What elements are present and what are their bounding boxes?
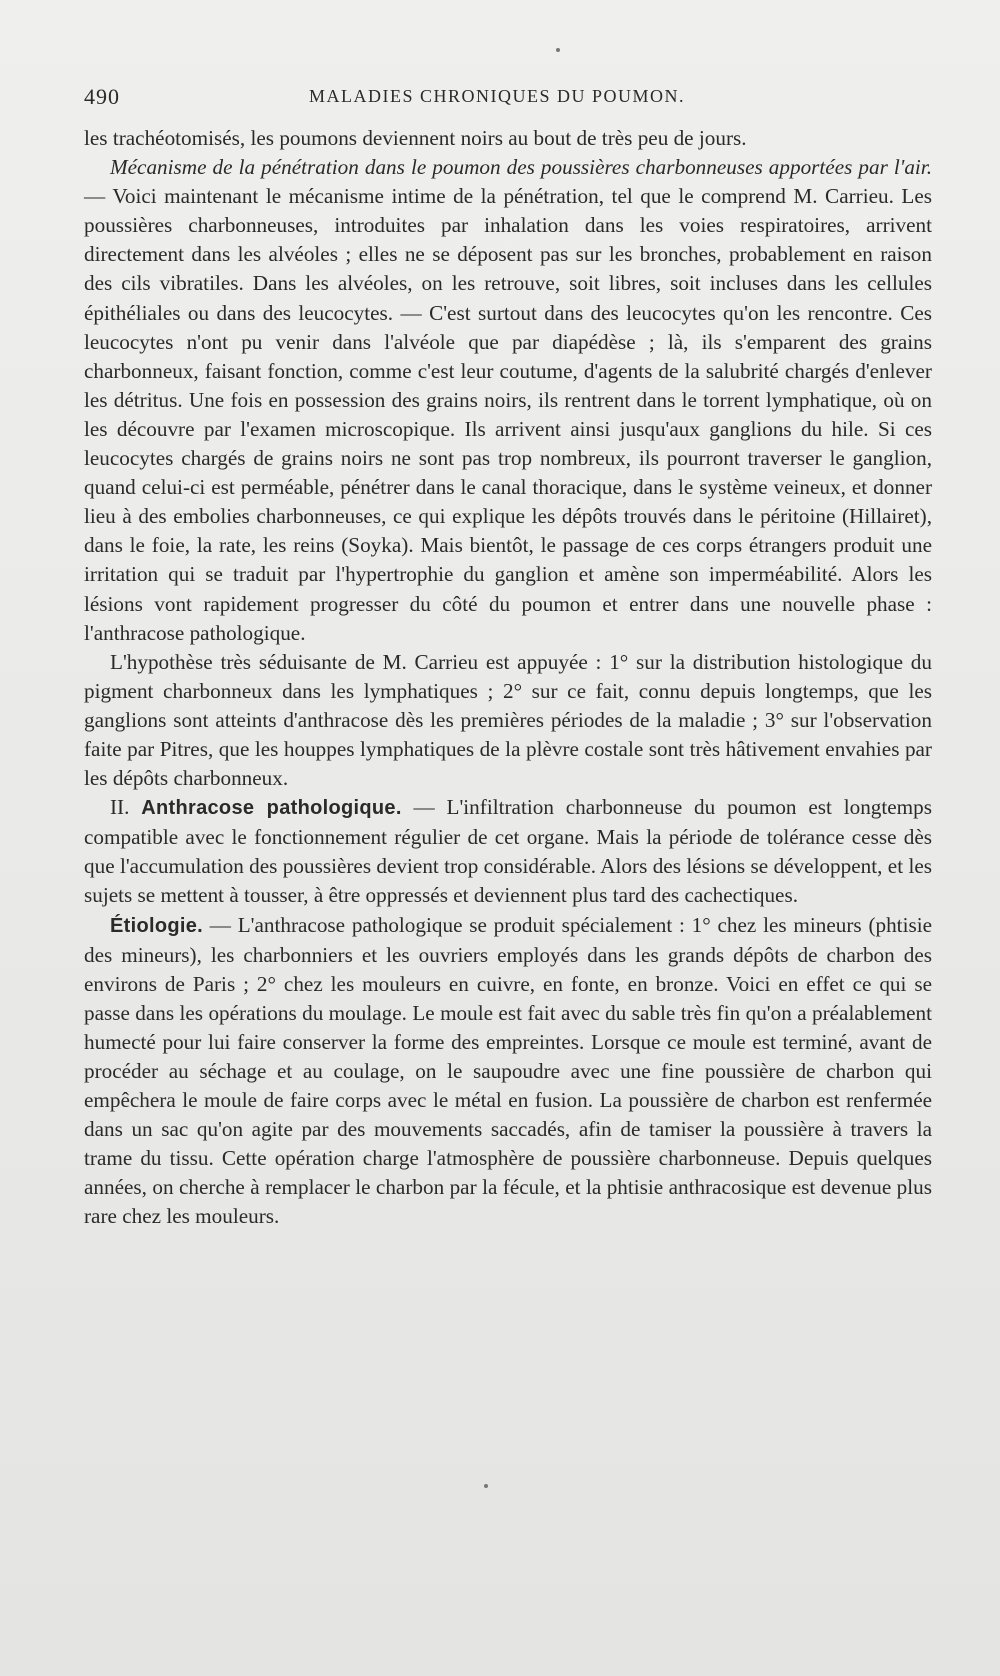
paragraph-continuation: les trachéotomisés, les poumons deviennent noirs au bout de très peu de jours. bbox=[84, 126, 747, 150]
running-head bbox=[84, 84, 930, 114]
paragraph-etiology bbox=[84, 911, 932, 1232]
etiology-text: — L'anthracose pathologique se produit spécialement : 1° chez les mineurs (phtisie des mineurs), les charbonniers et les ouvriers employés dans les grands dépôts de charbon des environs de Paris ; 2° chez les mouleurs en cuivre, en fonte, en bronze. Voici en effet ce qui se passe dans les opérations du moulage. Le moule est fait avec du sable très fin qu'on a préalablement humecté pour lui faire conserver la forme des empreintes. Lorsque ce moule est terminé, avant de procéder au séchage et au coulage, on le saupoudre avec une fine poussière de charbon qui empêchera le moule de faire corps avec le métal en fusion. La poussière de charbon est renfermée dans un sac qu'on agite par des mouvements saccadés, afin de tamiser la poussière à travers la trame du tissu. Cette opération charge l'atmosphère de poussière charbonneuse. Depuis quelques années, on cherche à remplacer le charbon par la fécule, et la phtisie anthracosique est devenue plus rare chez les mouleurs. bbox=[84, 912, 932, 1229]
paragraph-hypothesis: L'hypothèse très séduisante de M. Carrieu est appuyée : 1° sur la distribution histologique du pigment charbonneux dans les lymphatiques ; 2° sur ce fait, connu depuis longtemps, que les ganglions sont atteints d'anthracose dès les premières périodes de la maladie ; 3° sur l'observation faite par Pitres, que les houppes lymphatiques de la plèvre costale sont très hâtivement envahies par les dépôts charbonneux. bbox=[84, 649, 932, 791]
paragraph-pathological bbox=[84, 793, 932, 910]
running-title: MALADIES CHRONIQUES DU POUMON. bbox=[309, 86, 686, 106]
speck-mark bbox=[556, 48, 560, 52]
etiology-heading: Étiologie. bbox=[110, 914, 203, 937]
mechanism-text: — Voici maintenant le mécanisme intime de la pénétration, tel que le comprend M. Carrieu. Les poussières charbonneuses, introduites par inhalation dans les voies respiratoires, arrivent directement dans les alvéoles ; elles ne se déposent pas sur les bronches, probablement en raison des cils vibratiles. Dans les alvéoles, on les retrouve, soit libres, soit incluses dans les cellules épithéliales ou dans des leucocytes. — C'est surtout dans des leucocytes qu'on les rencontre. Ces leucocytes n'ont pu venir dans l'alvéole que par diapédèse ; là, ils s'emparent des grains charbonneux, faisant fonction, comme c'est leur coutume, d'agents de la salubrité chargés d'enlever les détritus. Une fois en possession des grains noirs, ils rentrent dans le torrent lymphatique, où on les découvre par l'examen microscopique. Ils arrivent ainsi jusqu'aux ganglions du hile. Si ces leucocytes chargés de grains noirs ne sont pas trop nombreux, ils pourront traverser le ganglion, quand celui-ci est perméable, pénétrer dans le canal thoracique, dans le système veineux, et donner lieu à des embolies charbonneuses, ce qui explique les dépôts trouvés dans le péritoine (Hillairet), dans le foie, la rate, les reins (Soyka). Mais bientôt, le passage de ces corps étrangers produit une irritation qui se traduit par l'hypertrophie du ganglion et amène son imperméabilité. Alors les lésions vont rapidement progresser du côté du poumon et entrer dans une nouvelle phase : l'anthracose pathologique. bbox=[84, 184, 932, 645]
body-text bbox=[84, 124, 932, 1232]
paragraph-mechanism bbox=[84, 153, 932, 648]
page-number: 490 bbox=[84, 84, 120, 109]
section-number: II. bbox=[110, 795, 130, 820]
pathological-heading: Anthracose pathologique. bbox=[141, 797, 402, 820]
speck-mark bbox=[484, 1484, 488, 1488]
pathological-text: — L'infiltration charbonneuse du poumon est longtemps compatible avec le fonctionnement régulier de cet organe. Mais la période de tolérance cesse dès que l'accumulation des poussières devient trop considérable. Alors des lésions se développent, et les sujets se mettent à tousser, à être oppressés et deviennent plus tard des cachectiques. bbox=[84, 795, 933, 908]
mechanism-heading: Mécanisme de la pénétration dans le poumon des poussières charbonneuses apportées par l'air. bbox=[110, 155, 932, 180]
